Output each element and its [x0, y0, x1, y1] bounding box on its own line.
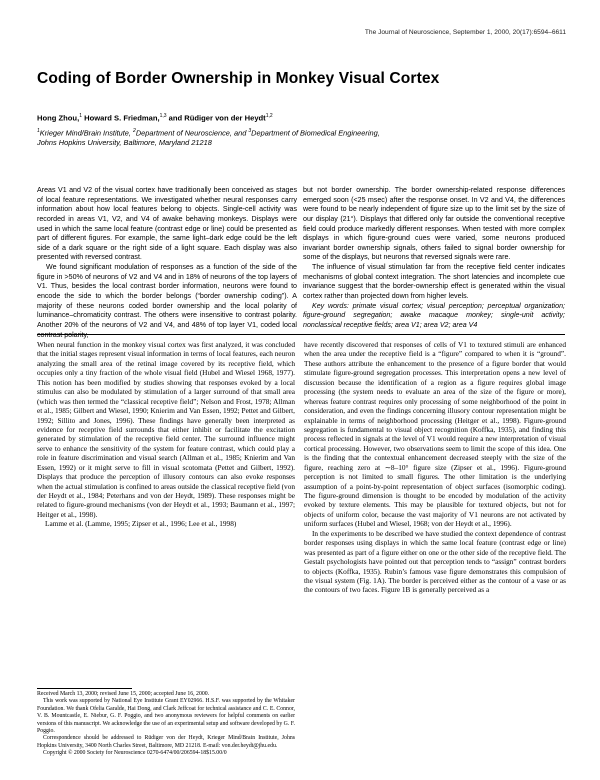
author-affil-mark: 1 — [79, 113, 82, 119]
abstract-left-column — [37, 186, 297, 340]
abstract-paragraph: but not border ownership. The border ownership-related response differences emerged soon (<25 msec) after the response onset. In V2 and V4, the differences were found to be nearly independent of figure size up to the limit set by the size of our display (21°). Displays that differed only far outside the conventional receptive field could produce markedly different responses. When tested with more complex displays in which figure-ground cues were varied, some neurons produced invariant border ownership signals, others failed to signal border ownership for some of the displays, but neurons that reversed signals were rare. — [303, 186, 565, 262]
affil-text: Krieger Mind/Brain Institute, — [39, 128, 134, 138]
author-name: and Rüdiger von der Heydt — [166, 113, 266, 123]
footnotes — [37, 691, 295, 758]
affil-mark: 3 — [248, 128, 252, 134]
affil-mark: 2 — [133, 128, 136, 134]
footnote-correspondence: Correspondence should be addressed to Rüdiger von der Heydt, Krieger Mind/Brain Institute, Johns Hopkins University, 3400 North Charles Street, Baltimore, MD 21218. E-mail: von.der.heydt@jhu.edu. — [37, 735, 295, 749]
author-name: Hong Zhou, — [37, 113, 80, 123]
abstract-right-column — [303, 186, 565, 331]
keywords-label: Key words: — [312, 301, 349, 310]
author-affil-mark: 1,2 — [265, 113, 273, 119]
keywords — [303, 302, 565, 331]
affiliations — [37, 128, 557, 147]
author-affil-mark: 1,3 — [159, 113, 167, 119]
footnote-funding: This work was supported by National Eye Institute Grant EY02966. H.S.F. was supported by the Whitaker Foundation. We thank Ofelia Garalde, Hai Dong, and Clark Jeffcoat for technical assistance and C. E. Connor, V. B. Mountcastle, E. Niebur, G. F. Poggio, and two anonymous reviewers for helpful comments on earlier versions of this manuscript. We acknowledge the use of an experimental setup and software developed by G. F. Poggio. — [37, 698, 295, 735]
author-line — [37, 113, 273, 123]
footnote-divider — [37, 688, 132, 689]
body-right-column — [304, 340, 566, 595]
body-left-column — [37, 340, 295, 529]
abstract-paragraph: The influence of visual stimulation far from the receptive field center indicates mechanisms of global context integration. The short latencies and incomplete cue invariance suggest that the border-ownership effect is generated within the visual cortex rather than projected down from higher levels. — [303, 263, 565, 301]
affil-mark: 1 — [37, 128, 40, 134]
body-paragraph: In the experiments to be described we have studied the context dependence of contrast border responses using displays in which the same local feature (contrast edge or line) was presented as part of a figure either on one or the other side of the receptive field. The Gestalt psychologists have pointed out that perception tends to “assign” contrast borders to objects (Koffka, 1935). Rubin’s famous vase figure demonstrates this compulsion of the visual system (Fig. 1A). The border is perceived either as the contour of a vase or as the contours of two faces. Figure 1B is generally perceived as a — [304, 528, 566, 595]
author-name: Howard S. Friedman, — [81, 113, 160, 123]
body-paragraph: Lamme et al. (Lamme, 1995; Zipser et al., 1996; Lee et al., 1998) — [45, 519, 237, 529]
section-divider — [37, 334, 565, 335]
affil-text: Department of Neuroscience, and — [135, 128, 249, 138]
body-paragraph: When neural function in the monkey visual cortex was first analyzed, it was concluded that the initial stages represent visual information in terms of local features, each neuron analyzing the small area of the retinal image covered by its receptive field, which occupies only a tiny fraction of the whole visual field (Hubel and Wiesel 1968, 1977). This notion has been modified by studies showing that responses evoked by a local stimulus can also be modulated by stimulation of a larger surround of that small area (which was then termed the “classical receptive field”; Nelson and Frost, 1978; Allman et al., 1985; Gilbert and Wiesel, 1990; Knierim and Van Essen, 1992; Pettet and Gilbert, 1992; Sillito and Jones, 1996). These findings have generally been interpreted as evidence for receptive field surrounds that either inhibit or facilitate the excitation generated by stimulation of the receptive field center. The surround influence might serve to enhance the sensitivity of the system for feature contrast, which could play a role in feature discrimination and visual search (Allman et al., 1985; Knierim and Van Essen, 1992) or it might serve to fill in visual scotomata (Pettet and Gilbert, 1992). Displays that produce the perception of illusory contours can also evoke responses when the actual stimulation is confined to areas outside the classical receptive field (von der Heydt et al., 1984; Peterhans and von der Heydt, 1989). These responses might be related to figure-ground mechanisms (von der Heydt et al., 1993; Baumann et al., 1997; Heitger et al., 1998). — [37, 340, 295, 519]
footnote-copyright: Copyright © 2000 Society for Neuroscience 0270-6474/00/206594-18$15.00/0 — [43, 750, 227, 757]
running-head: The Journal of Neuroscience, September 1, 2000, 20(17):6594–6611 — [364, 29, 566, 36]
abstract-paragraph: We found significant modulation of responses as a function of the side of the figure in >50% of neurons of V2 and V4 and in 18% of neurons of the top layers of V1. Thus, besides the local contrast border information, neurons were found to encode the side to which the border belongs (“border ownership coding”). A majority of these neurons coded border ownership and the local polarity of luminance–chromaticity contrast. The others were insensitive to contrast polarity. Another 20% of the neurons of V2 and V4, and 48% of top layer V1, coded local contrast polarity, — [37, 263, 297, 339]
abstract-paragraph: Areas V1 and V2 of the visual cortex have traditionally been conceived as stages of local feature representations. We investigated whether neural responses carry information about how local features belong to objects. Single-cell activity was recorded in areas V1, V2, and V4 of awake behaving monkeys. Displays were used in which the same local feature (contrast edge or line) could be presented as part of different figures. For example, the same light–dark edge could be the left side of a dark square or the right side of a light square. Each display was also presented with reversed contrast. — [37, 186, 297, 262]
article-title: Coding of Border Ownership in Monkey Visual Cortex — [37, 70, 440, 87]
footnote-received: Received March 13, 2000; revised June 15, 2000; accepted June 16, 2000. — [37, 691, 210, 697]
body-paragraph: have recently discovered that responses of cells of V1 to textured stimuli are enhanced when the area under the receptive field is a “figure” compared to when it is “ground”. These authors attribute the enhancement to the presence of a figure border that would stimulate figure-ground segregation processes. This interpretation opens a new level of discussion because the identification of a region as a figure requires global image processing (the system needs to evaluate an area of the size of the figure or more), whereas feature contrast requires only processing of some neighborhood of the point in consideration, and even the findings concerning illusory contour representation might be explainable in terms of neighborhood processing (Heitger et al., 1998). Figure-ground segregation is fundamental to visual object recognition (Koffka, 1935), and finding this process reflected in signals at the level of V1 would require a new interpretation of visual cortical processing. However, two observations seem to limit the scope of this idea. One is the finding that the contextual enhancement decreased steeply with the size of the figure, reaching zero at ∼8–10° figure size (Zipser et al., 1996). Figure-ground perception is not limited to small figures. The other limitation is the underlying assumption of a point-by-point representation of object surfaces (isomorphic coding). The figure-ground dimension is thought to be encoded by modulation of the activity evoked by texture elements. This may be plausible for textured objects, but not for objects of uniform color, because the vast majority of V1 neurons are not activated by uniform surfaces (Hubel and Wiesel, 1968; von der Heydt et al., 1996). — [304, 340, 566, 529]
affil-text: Department of Biomedical Engineering, — [251, 128, 380, 138]
keywords-list: primate visual cortex; visual perception; perceptual organization; figure-ground segregation; awake macaque monkey; single-unit activity; nonclassical receptive fields; area V1; area V2; area V4 — [303, 301, 565, 329]
affil-text: Johns Hopkins University, Baltimore, Maryland 21218 — [37, 137, 212, 147]
